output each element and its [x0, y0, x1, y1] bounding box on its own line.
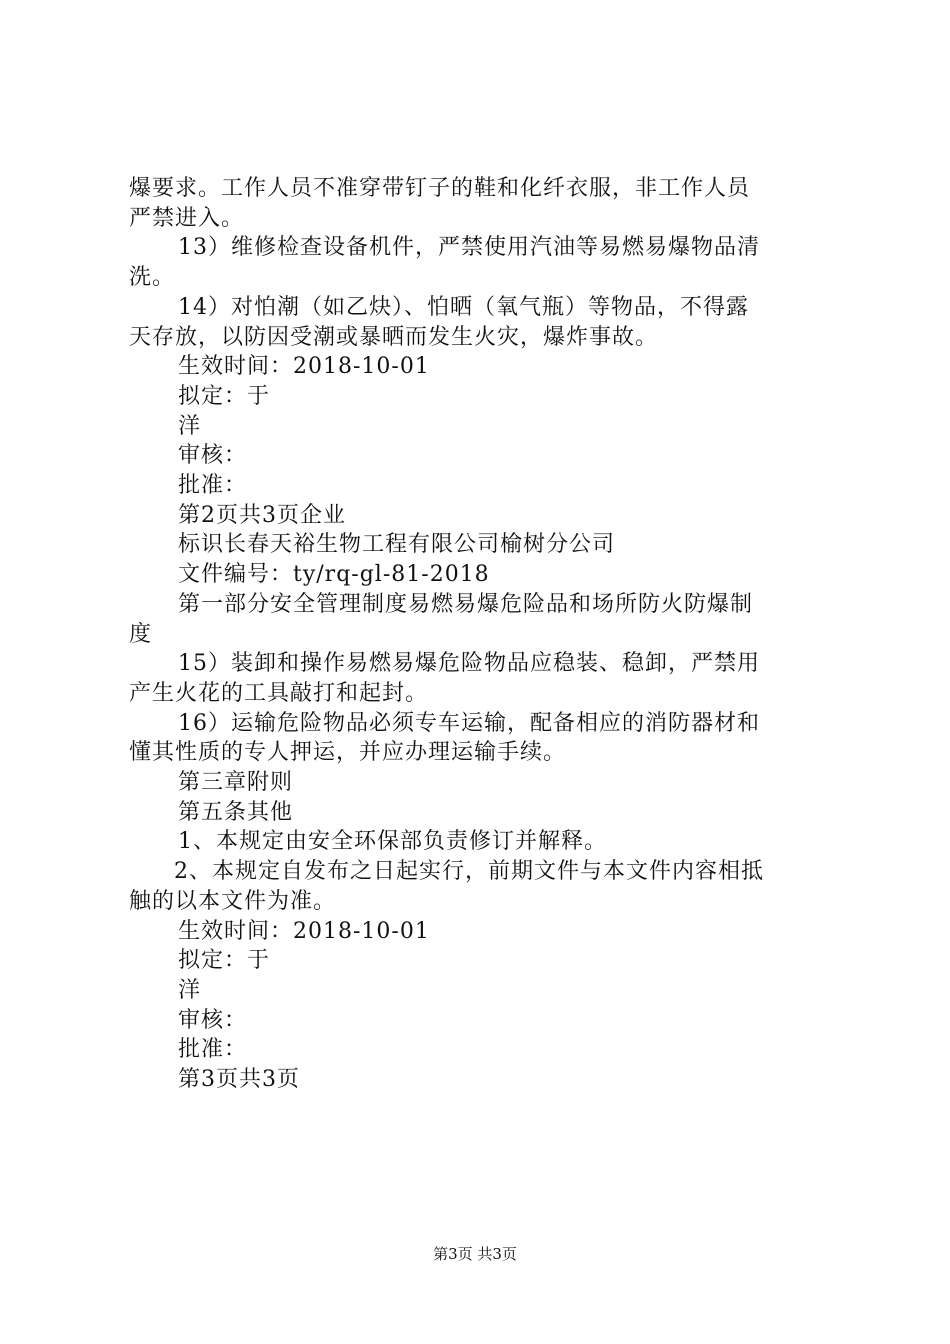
text-line: 文件编号：ty/rq-gl-81-2018 — [178, 562, 490, 588]
text-line: 拟定：于 — [178, 948, 271, 974]
document-body — [129, 174, 833, 1095]
text-line: 审核： — [178, 443, 248, 469]
text-line: 生效时间：2018-10-01 — [178, 354, 430, 380]
text-line: 拟定：于 — [178, 383, 271, 409]
text-line: 标识长春天裕生物工程有限公司榆树分公司 — [178, 532, 616, 558]
text-line: 洋 — [178, 977, 202, 1003]
text-line: 15）装卸和操作易燃易爆危险物品应稳装、稳卸，严禁用 — [178, 651, 760, 677]
text-line: 2、本规定自发布之日起实行，前期文件与本文件内容相抵 — [174, 859, 764, 885]
page-footer: 第3页 共3页 — [433, 1245, 517, 1263]
text-line: 13）维修检查设备机件，严禁使用汽油等易燃易爆物品清 — [178, 235, 760, 261]
text-line: 洗。 — [129, 265, 176, 291]
text-line: 天存放，以防因受潮或暴晒而发生火灾，爆炸事故。 — [129, 324, 659, 350]
text-line: 第三章附则 — [178, 770, 294, 796]
text-line: 批准： — [178, 1037, 248, 1063]
text-line: 第3页共3页 — [178, 1067, 300, 1093]
text-line: 1、本规定由安全环保部负责修订并解释。 — [178, 829, 607, 855]
text-line: 严禁进入。 — [129, 205, 245, 231]
text-line: 16）运输危险物品必须专车运输，配备相应的消防器材和 — [178, 710, 760, 736]
text-line: 爆要求。工作人员不准穿带钉子的鞋和化纤衣服，非工作人员 — [129, 176, 751, 201]
text-line: 第一部分安全管理制度易燃易爆危险品和场所防火防爆制 — [178, 591, 754, 617]
text-line: 洋 — [178, 413, 202, 439]
text-line: 触的以本文件为准。 — [129, 888, 337, 914]
text-line: 第五条其他 — [178, 799, 294, 825]
text-line: 生效时间：2018-10-01 — [178, 918, 430, 944]
text-line: 14）对怕潮（如乙炔）、怕晒（氧气瓶）等物品，不得露 — [178, 294, 749, 320]
text-line: 第2页共3页企业 — [178, 502, 346, 528]
text-line: 产生火花的工具敲打和起封。 — [129, 680, 429, 706]
text-line: 懂其性质的专人押运，并应办理运输手续。 — [129, 740, 567, 766]
text-line: 度 — [129, 621, 153, 647]
text-line: 审核： — [178, 1007, 248, 1033]
text-line: 批准： — [178, 473, 248, 499]
